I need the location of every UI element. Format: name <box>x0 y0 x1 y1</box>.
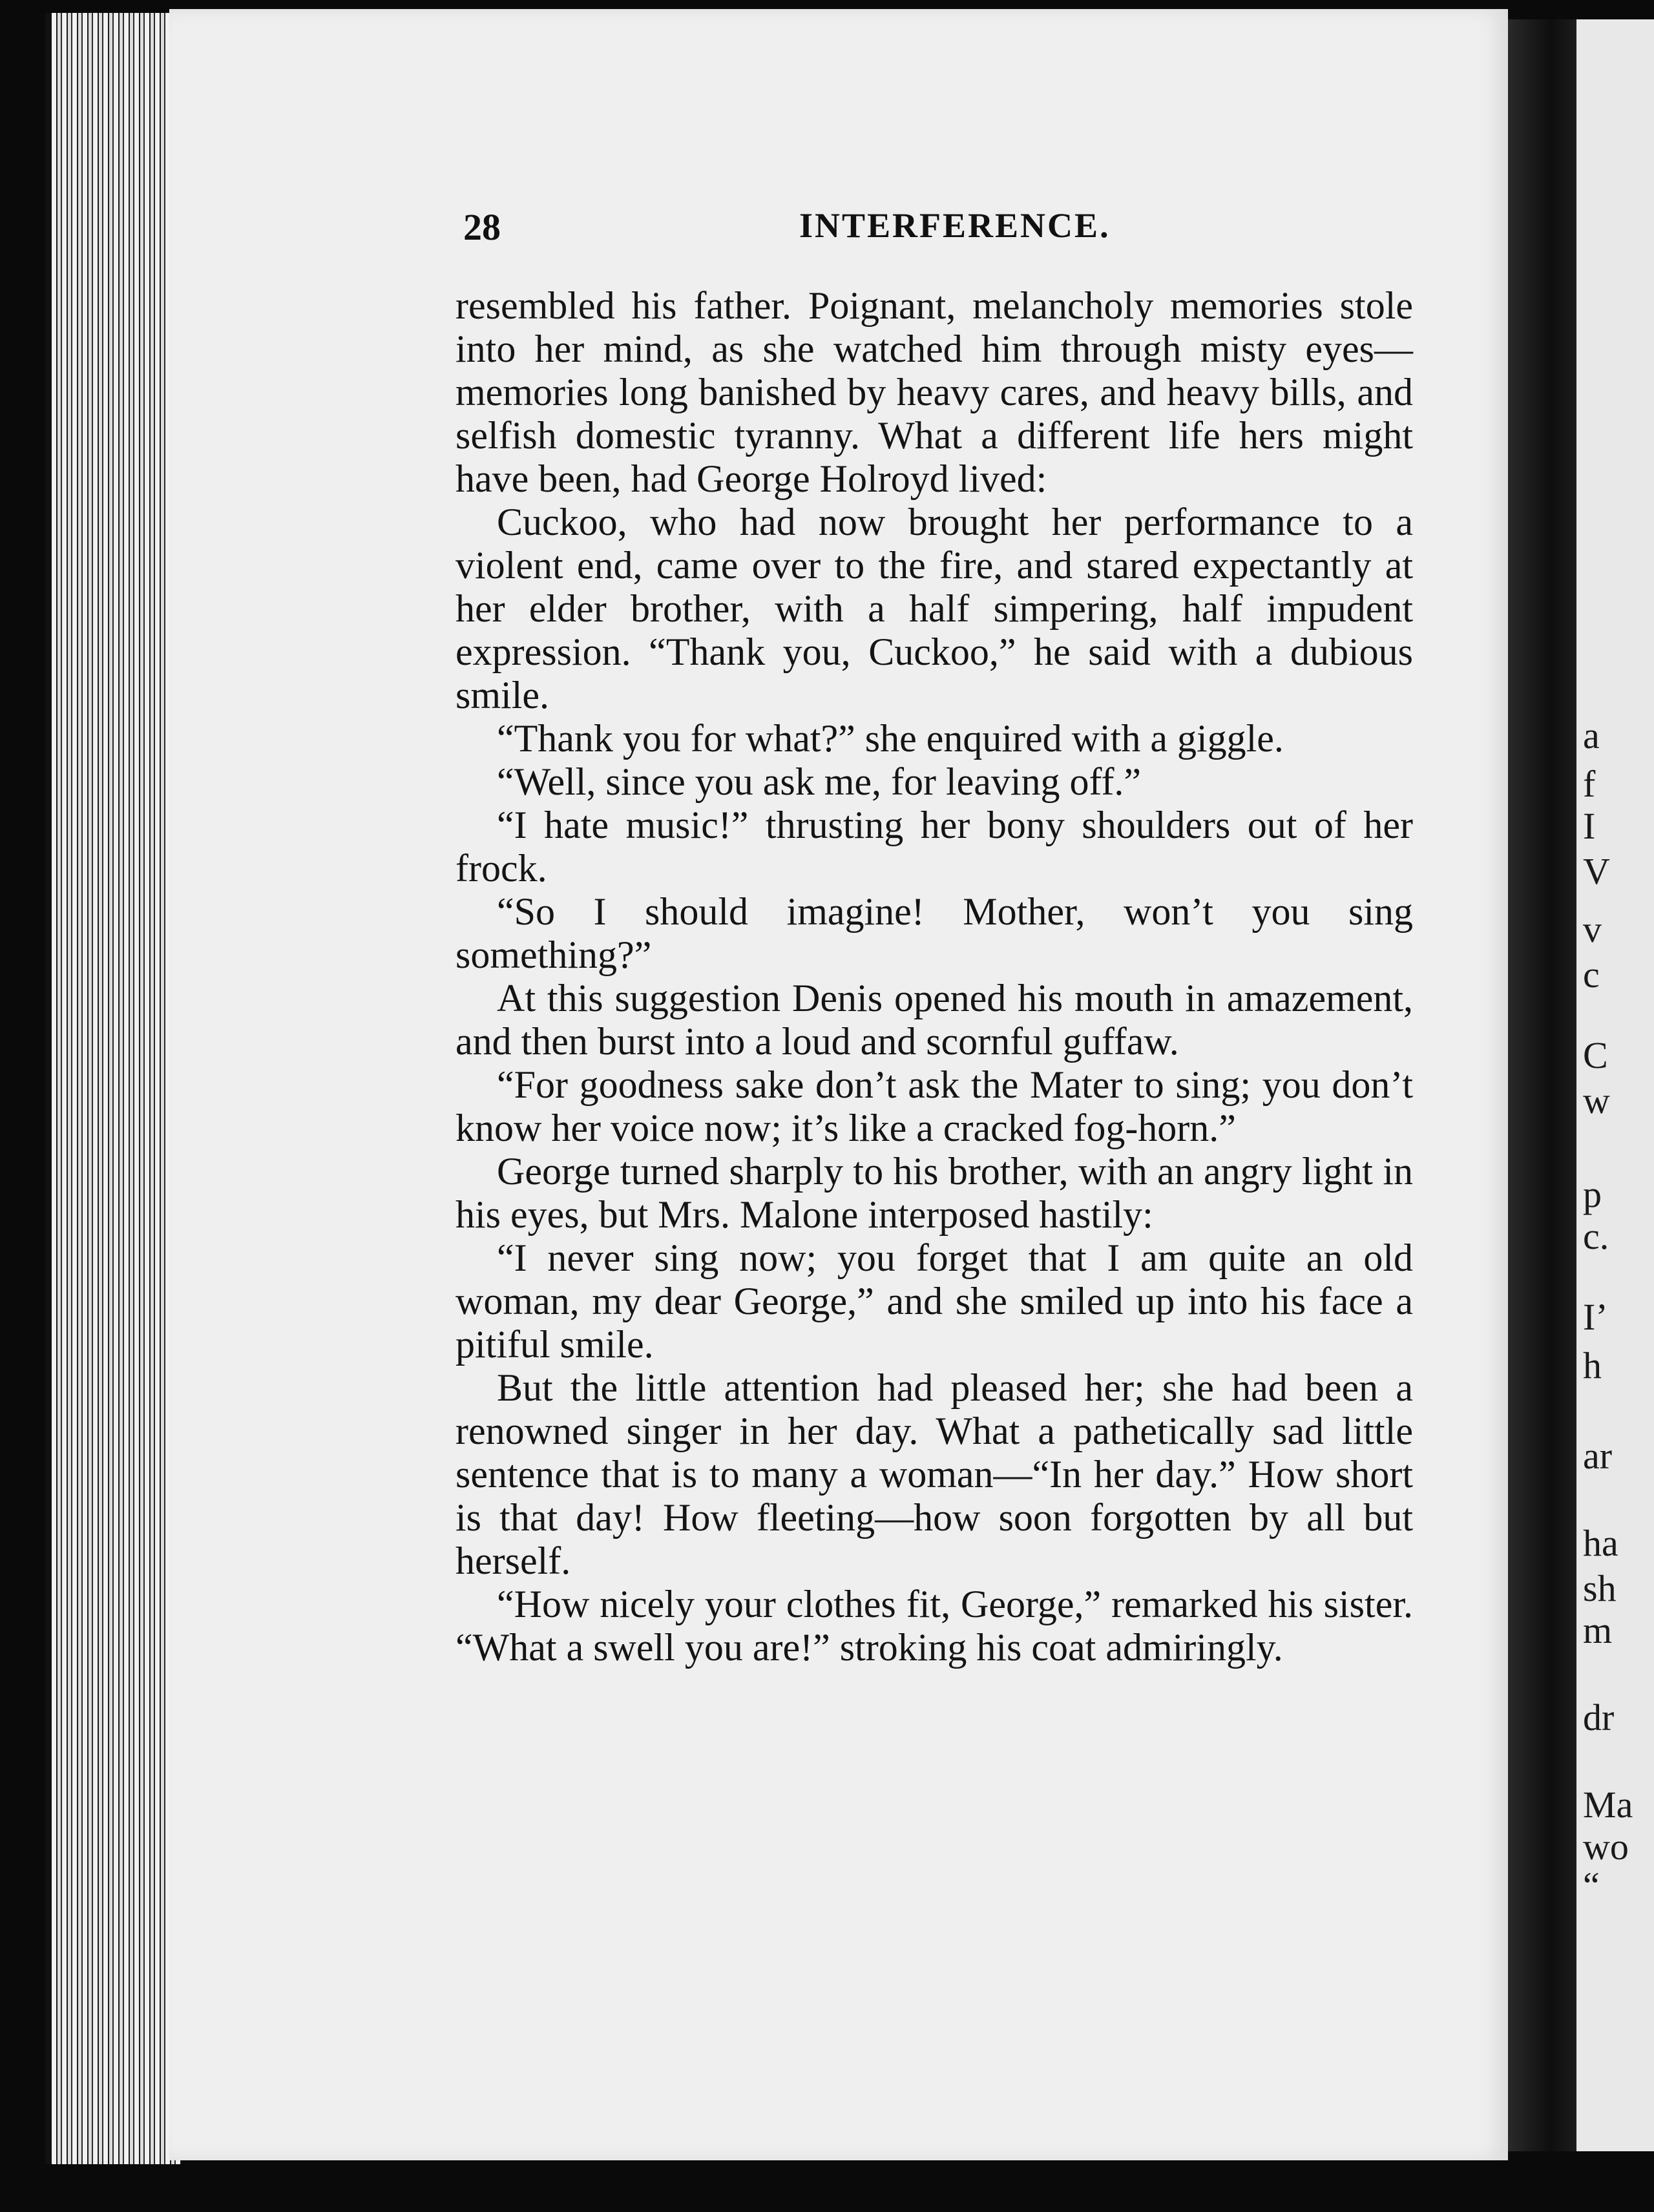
facing-page-fragment: v <box>1583 908 1602 950</box>
page-edges <box>45 13 181 2164</box>
facing-page-fragment: h <box>1583 1344 1602 1386</box>
facing-page-fragment: sh <box>1583 1567 1617 1609</box>
running-head <box>463 205 1413 257</box>
facing-page-edge <box>1576 19 1654 2151</box>
page-number: 28 <box>463 206 501 248</box>
facing-page-fragment: I’ <box>1583 1296 1608 1338</box>
paragraph: At this suggestion Denis opened his mouth in amazement, and then burst into a loud and scornful guffaw. <box>455 977 1413 1063</box>
body-text <box>455 284 1413 1669</box>
facing-page-fragment: m <box>1583 1609 1613 1651</box>
facing-page-fragment: V <box>1583 850 1610 892</box>
facing-page-fragment: “ <box>1583 1864 1600 1906</box>
paragraph: Cuckoo, who had now brought her performance to a violent end, came over to the fire, and stared expectantly at her elder brother, with a half simpering, half impudent expression. “Thank you, Cuckoo,” he said with a dubious smile. <box>455 501 1413 716</box>
facing-page-fragment: wo <box>1583 1826 1629 1868</box>
facing-page-fragment: I <box>1583 805 1596 847</box>
facing-page-fragment: w <box>1583 1080 1610 1122</box>
paragraph: But the little attention had pleased her; she had been a renowned singer in her day. What a pathetically sad little sentence that is to many a woman—“In her day.” How short is that day! How fleeting—how soon forgotten by all but herself. <box>455 1366 1413 1582</box>
paragraph: “I hate music!” thrusting her bony shoulders out of her frock. <box>455 804 1413 890</box>
facing-page-fragment: ha <box>1583 1522 1618 1564</box>
facing-page-fragment: ar <box>1583 1435 1613 1477</box>
paragraph: resembled his father. Poignant, melancholy memories stole into her mind, as she watched him through misty eyes—memories long banished by heavy cares, and heavy bills, and selfish domestic tyranny. What a different life hers might have been, had George Holroyd lived: <box>455 284 1413 500</box>
facing-page-fragment: c. <box>1583 1215 1609 1257</box>
paragraph: “Thank you for what?” she enquired with a giggle. <box>497 717 1284 760</box>
book-gutter <box>1508 19 1579 2151</box>
paragraph: “Well, since you ask me, for leaving off.” <box>497 760 1142 803</box>
paragraph: George turned sharply to his brother, with an angry light in his eyes, but Mrs. Malone interposed hastily: <box>455 1150 1413 1236</box>
facing-page-fragment: f <box>1583 763 1596 805</box>
paragraph: “For goodness sake don’t ask the Mater to sing; you don’t know her voice now; it’s like a cracked fog-horn.” <box>455 1063 1413 1149</box>
facing-page-fragment: a <box>1583 715 1600 756</box>
facing-page-fragment: c <box>1583 954 1600 996</box>
running-title: INTERFERENCE. <box>799 206 1111 245</box>
facing-page-fragment: Ma <box>1583 1784 1633 1826</box>
facing-page-fragment: dr <box>1583 1696 1615 1738</box>
facing-page-fragment: p <box>1583 1173 1602 1215</box>
facing-page-fragment: C <box>1583 1034 1608 1076</box>
paragraph: “So I should imagine! Mother, won’t you sing something?” <box>455 890 1413 976</box>
paragraph: “I never sing now; you forget that I am quite an old woman, my dear George,” and she smiled up into his face a pitiful smile. <box>455 1236 1413 1366</box>
paragraph: “How nicely your clothes fit, George,” remarked his sister. “What a swell you are!” stroking his coat admiringly. <box>455 1583 1413 1669</box>
